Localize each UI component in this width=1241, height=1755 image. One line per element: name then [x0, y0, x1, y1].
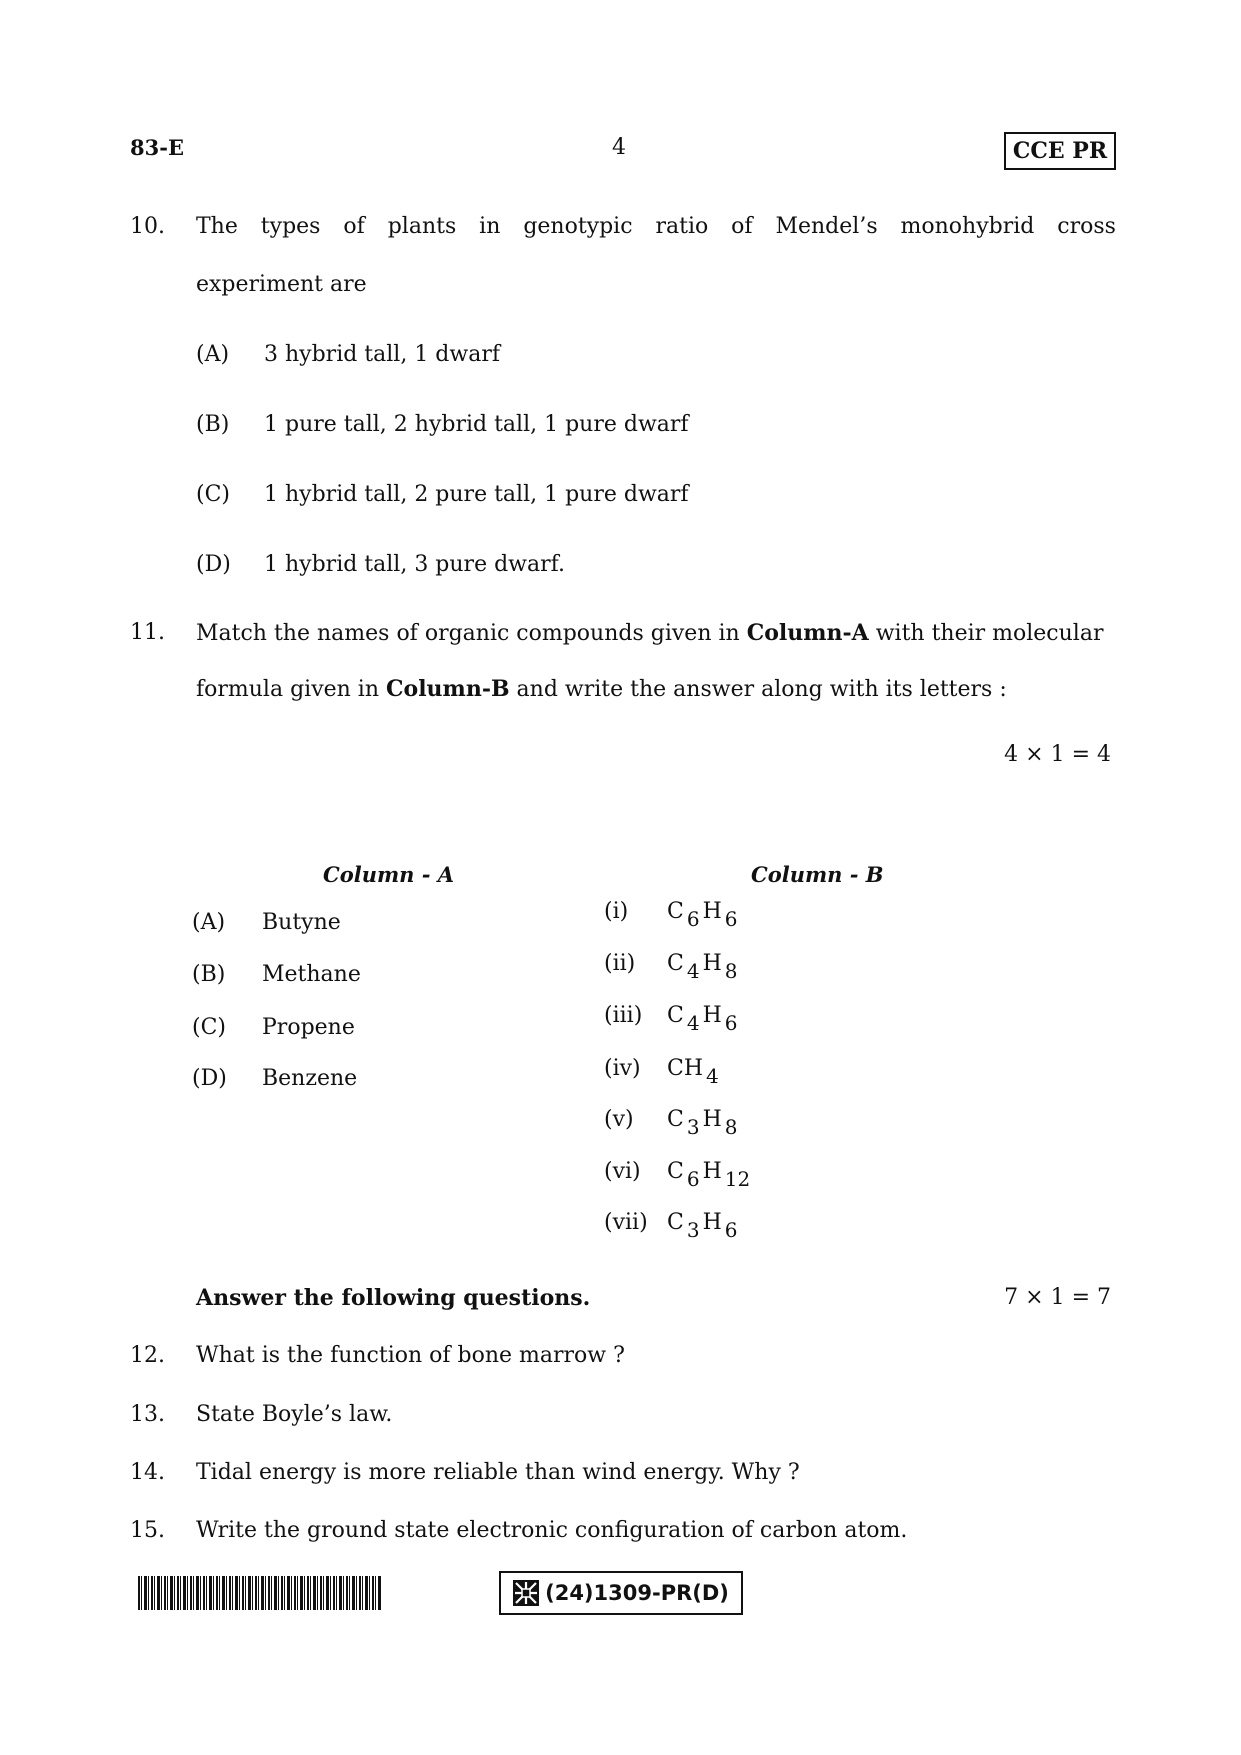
question-11-line-2 [196, 676, 1007, 702]
question-number: 13. [130, 1402, 165, 1427]
paper-code: 83-E [130, 135, 184, 160]
subscript: 4 [706, 1064, 719, 1088]
column-b-label: (vii) [604, 1210, 648, 1235]
subscript: 6 [686, 1167, 700, 1191]
subscript: 8 [724, 959, 738, 983]
subscript: 12 [724, 1167, 751, 1191]
element: H [702, 1159, 722, 1184]
option-text: 1 hybrid tall, 2 pure tall, 1 pure dwarf [264, 482, 689, 507]
word: cross [1057, 214, 1116, 239]
option-label: (C) [196, 482, 230, 507]
element: H [702, 1210, 722, 1235]
question-text: Tidal energy is more reliable than wind energy. Why ? [196, 1460, 800, 1485]
option-label: (B) [196, 412, 230, 437]
text-run: formula given in [196, 677, 387, 702]
marks-allocation: 4 × 1 = 4 [1004, 742, 1111, 767]
column-b-label: (v) [604, 1107, 634, 1132]
board-logo-icon [513, 1580, 539, 1606]
subscript: 3 [686, 1115, 700, 1139]
subscript: 3 [686, 1218, 700, 1242]
question-number: 11. [130, 620, 165, 645]
element: C [667, 899, 684, 924]
molecular-formula [667, 1159, 753, 1191]
series-box: CCE PR [1004, 132, 1116, 170]
molecular-formula [667, 951, 741, 983]
subscript: 4 [686, 959, 700, 983]
word: genotypic [523, 214, 633, 239]
element: H [702, 1003, 722, 1028]
compound-name: Benzene [262, 1066, 358, 1091]
option-text: 1 hybrid tall, 3 pure dwarf. [264, 552, 565, 577]
option-label: (D) [196, 552, 231, 577]
subscript: 6 [724, 1011, 738, 1035]
element: H [702, 899, 722, 924]
subscript: 6 [724, 907, 738, 931]
question-text: Write the ground state electronic configuration of carbon atom. [196, 1518, 908, 1543]
element: C [667, 951, 684, 976]
compound-name: Methane [262, 962, 361, 987]
molecular-formula [667, 1003, 741, 1035]
question-text: What is the function of bone marrow ? [196, 1343, 625, 1368]
footer-code-box [499, 1571, 743, 1615]
question-number: 14. [130, 1460, 165, 1485]
element: C [667, 1159, 684, 1184]
column-b-label: (iii) [604, 1003, 643, 1028]
word: monohybrid [900, 214, 1035, 239]
word: of [343, 214, 365, 239]
bold-term: Column-A [746, 620, 869, 646]
word: Mendel’s [775, 214, 878, 239]
text-run: Match the names of organic compounds given in [196, 621, 747, 646]
molecular-formula [667, 1107, 741, 1139]
element: C [667, 1107, 684, 1132]
column-b-label: (iv) [604, 1056, 641, 1081]
barcode [138, 1576, 382, 1610]
column-b-label: (i) [604, 899, 629, 924]
compound-name: Propene [262, 1015, 355, 1040]
subscript: 4 [686, 1011, 700, 1035]
question-text: State Boyle’s law. [196, 1402, 393, 1427]
text-run: and write the answer along with its letters : [509, 677, 1007, 702]
column-a-label: (A) [192, 910, 226, 935]
option-text: 1 pure tall, 2 hybrid tall, 1 pure dwarf [264, 412, 689, 437]
word: ratio [655, 214, 709, 239]
bold-term: Column-B [386, 676, 510, 702]
word: types [260, 214, 321, 239]
section-instruction: Answer the following questions. [196, 1285, 591, 1311]
column-b-heading: Column - B [751, 862, 884, 887]
element: C [667, 1210, 684, 1235]
footer-paper-code: (24)1309-PR(D) [545, 1581, 729, 1605]
question-10-line-1 [196, 214, 1116, 239]
element: H [702, 951, 722, 976]
word: of [731, 214, 753, 239]
column-b-label: (ii) [604, 951, 636, 976]
molecular-formula [667, 1210, 741, 1242]
option-label: (A) [196, 342, 230, 367]
column-b-label: (vi) [604, 1159, 641, 1184]
element: C [667, 1003, 684, 1028]
element: CH [667, 1056, 704, 1081]
word: The [196, 214, 238, 239]
page-number: 4 [612, 135, 626, 160]
subscript: 6 [724, 1218, 738, 1242]
word: plants [387, 214, 457, 239]
option-text: 3 hybrid tall, 1 dwarf [264, 342, 500, 367]
text-run: with their molecular [868, 621, 1104, 646]
molecular-formula [667, 899, 741, 931]
question-number: 15. [130, 1518, 165, 1543]
question-10-line-2: experiment are [196, 272, 367, 297]
word: in [479, 214, 501, 239]
element: H [702, 1107, 722, 1132]
question-number: 10. [130, 214, 165, 239]
molecular-formula [667, 1056, 722, 1088]
column-a-label: (C) [192, 1015, 226, 1040]
column-a-heading: Column - A [323, 862, 455, 887]
compound-name: Butyne [262, 910, 341, 935]
column-a-label: (B) [192, 962, 226, 987]
column-a-label: (D) [192, 1066, 227, 1091]
subscript: 8 [724, 1115, 738, 1139]
question-number: 12. [130, 1343, 165, 1368]
question-11-line-1 [196, 620, 1103, 646]
section-marks: 7 × 1 = 7 [1004, 1285, 1111, 1310]
subscript: 6 [686, 907, 700, 931]
